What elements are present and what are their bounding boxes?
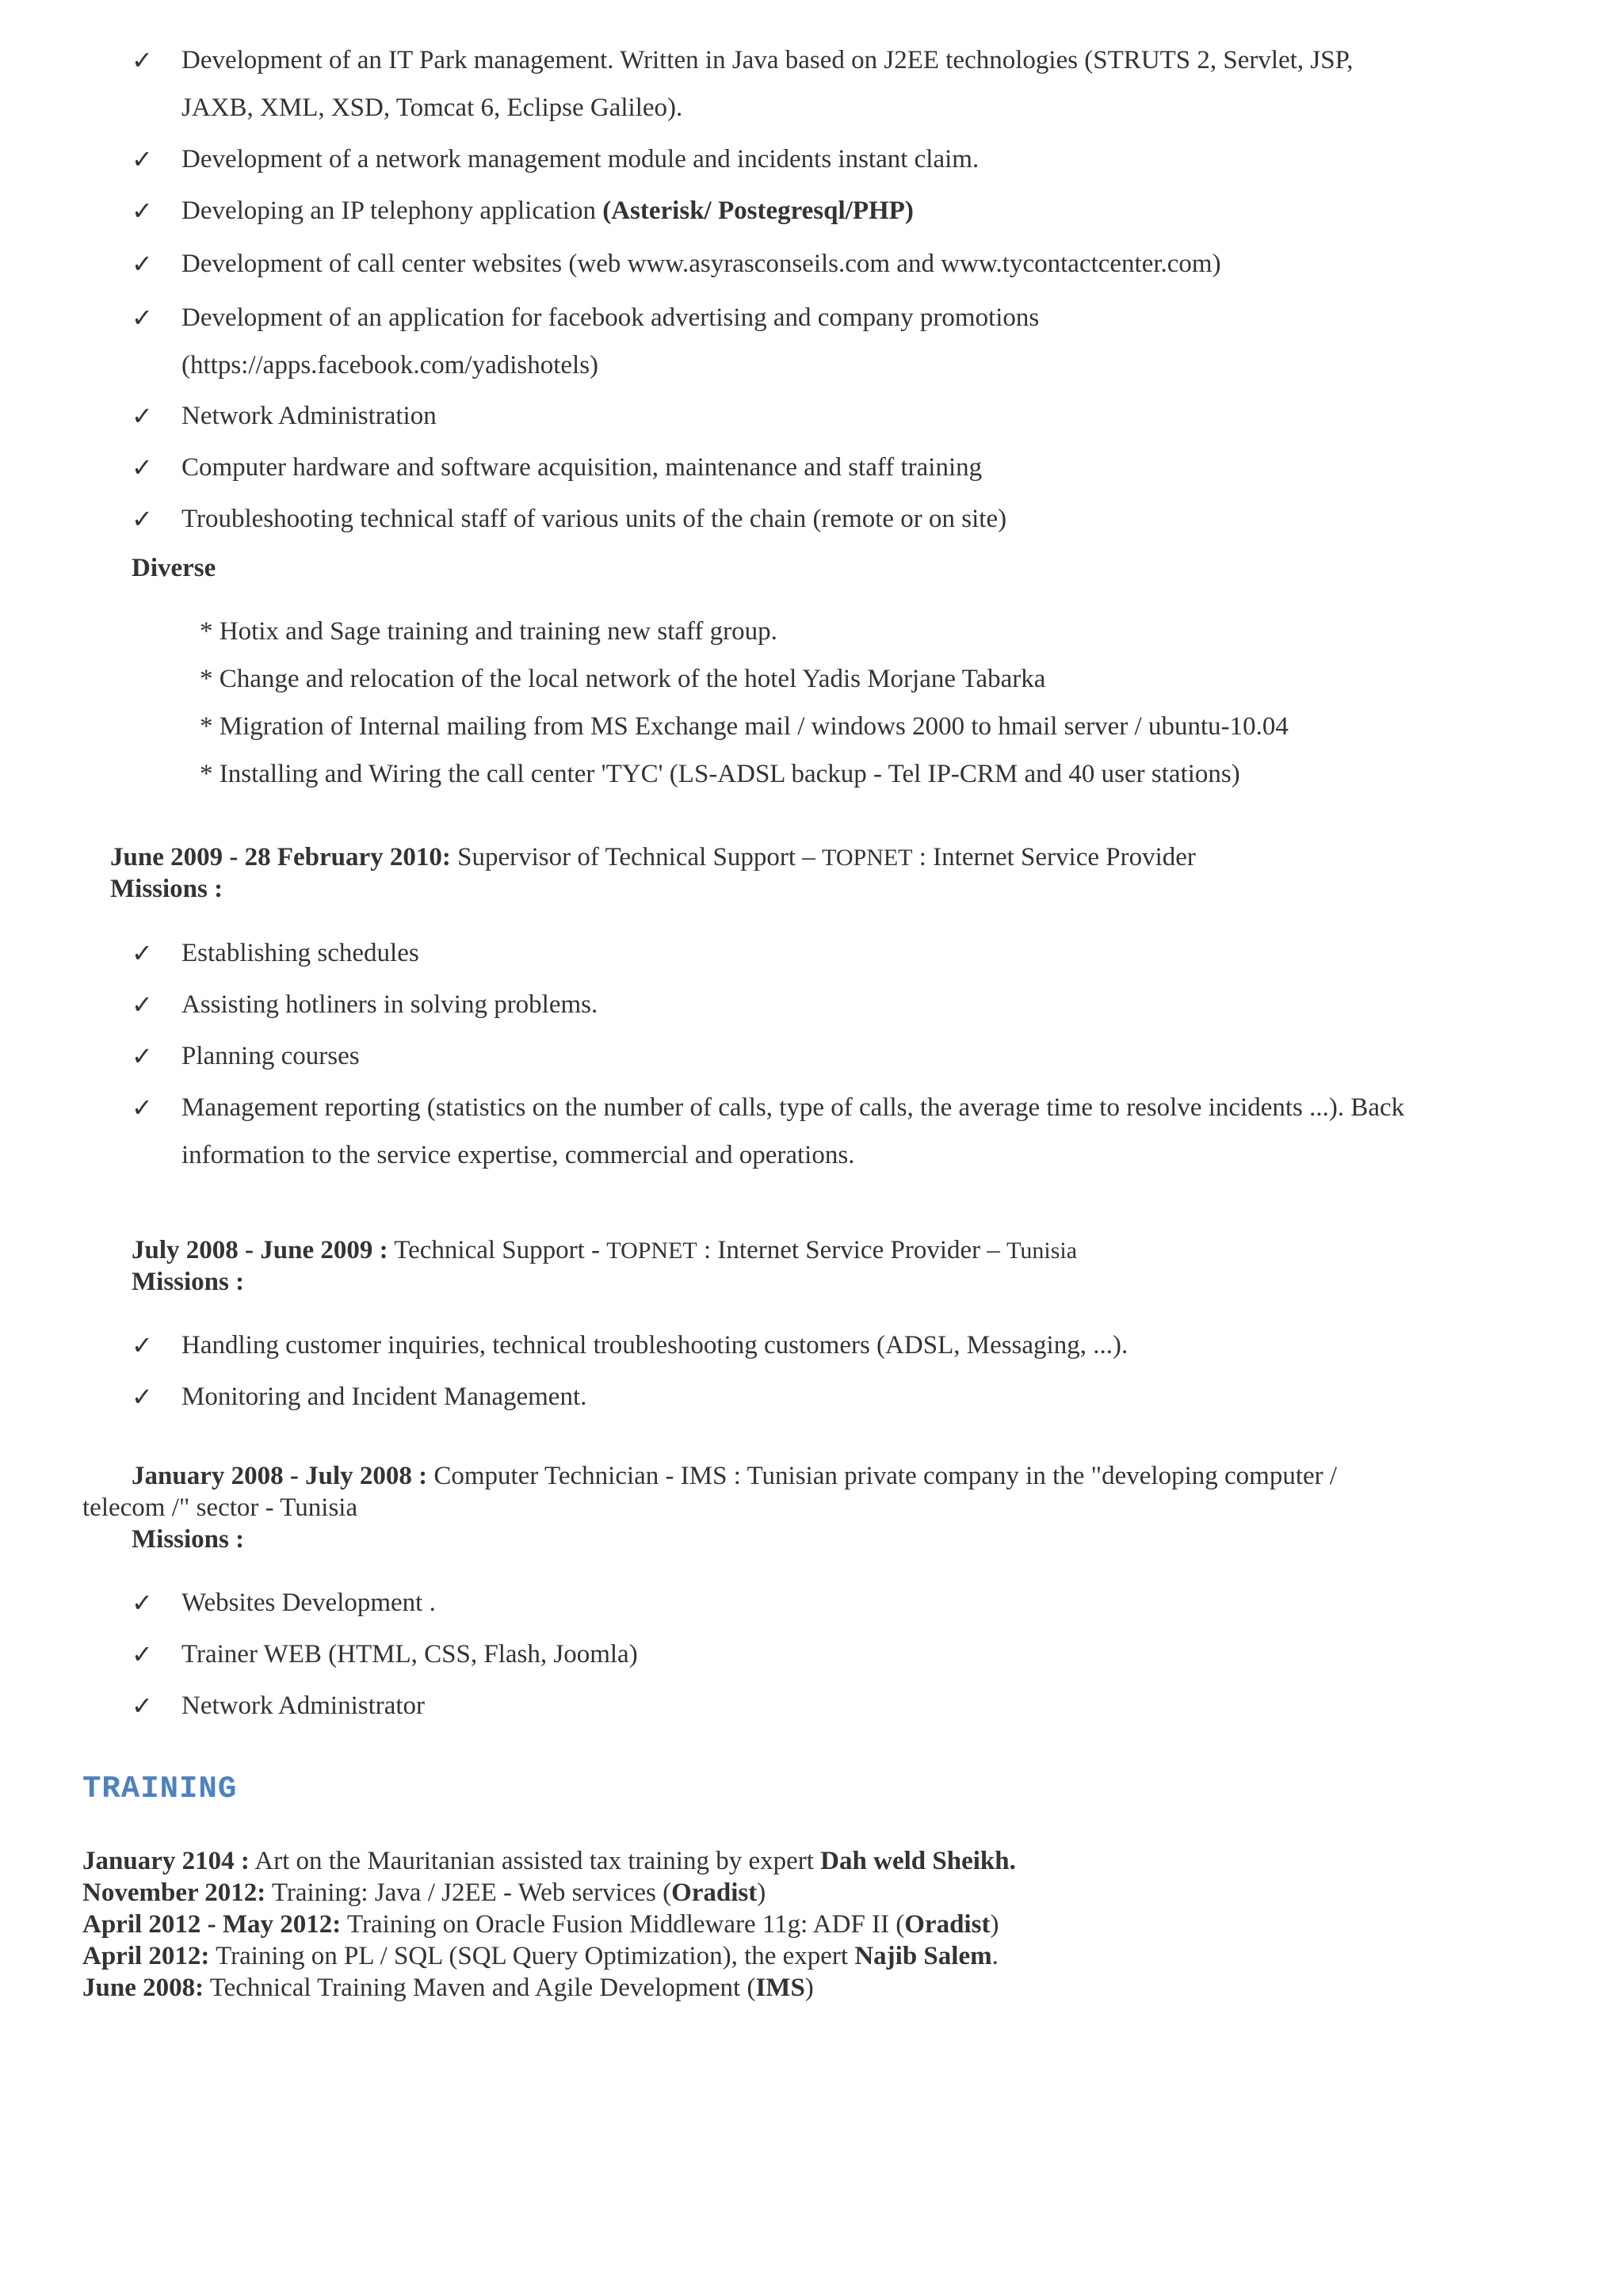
- training-entry: January 2104 : Art on the Mauritanian assisted tax training by expert Dah weld Sheikh.: [82, 1847, 1016, 1875]
- bullet-text: Development of a network management module and incidents instant claim.: [181, 145, 980, 174]
- missions-label: Missions :: [132, 1525, 245, 1554]
- training-heading: TRAINING: [82, 1772, 238, 1806]
- check-icon: ✓: [132, 1330, 153, 1360]
- bullet-text: information to the service expertise, commercial and operations.: [181, 1141, 855, 1169]
- check-icon: ✓: [132, 1093, 153, 1123]
- check-icon: ✓: [132, 1588, 153, 1618]
- bullet-text: Monitoring and Incident Management.: [181, 1383, 587, 1411]
- diverse-item: * Installing and Wiring the call center 'TYC' (LS-ADSL backup - Tel IP-CRM and 40 user stations): [200, 760, 1240, 788]
- bullet-text: Development of an IT Park management. Written in Java based on J2EE technologies (STRUTS 2, Servlet, JSP,: [181, 46, 1354, 74]
- training-entry: November 2012: Training: Java / J2EE - Web services (Oradist): [82, 1878, 766, 1907]
- job-header: January 2008 - July 2008 : Computer Technician - IMS : Tunisian private company in the "developing computer /: [132, 1462, 1338, 1490]
- bullet-text: Network Administration: [181, 402, 437, 430]
- check-icon: ✓: [132, 990, 153, 1020]
- bullet-text: Websites Development .: [181, 1589, 436, 1617]
- bullet-text: Management reporting (statistics on the number of calls, type of calls, the average time to resolve incidents ...). Back: [181, 1093, 1405, 1122]
- check-icon: ✓: [132, 196, 153, 226]
- check-icon: ✓: [132, 45, 153, 75]
- bullet-text: Computer hardware and software acquisition, maintenance and staff training: [181, 453, 983, 482]
- training-entry: April 2012: Training on PL / SQL (SQL Query Optimization), the expert Najib Salem.: [82, 1942, 999, 1970]
- diverse-heading: Diverse: [132, 554, 216, 582]
- job-header: June 2009 - 28 February 2010: Supervisor of Technical Support – TOPNET : Internet Service Provider: [110, 843, 1196, 871]
- diverse-item: * Hotix and Sage training and training new staff group.: [200, 617, 777, 646]
- check-icon: ✓: [132, 938, 153, 968]
- check-icon: ✓: [132, 144, 153, 174]
- check-icon: ✓: [132, 1691, 153, 1721]
- training-entry: June 2008: Technical Training Maven and Agile Development (IMS): [82, 1974, 814, 2002]
- check-icon: ✓: [132, 1639, 153, 1669]
- bullet-text: (https://apps.facebook.com/yadishotels): [181, 351, 599, 379]
- bullet-text: Development of call center websites (web www.asyrasconseils.com and www.tycontactcenter.com): [181, 250, 1221, 278]
- bullet-text: Trainer WEB (HTML, CSS, Flash, Joomla): [181, 1640, 638, 1669]
- bullet-text: Assisting hotliners in solving problems.: [181, 990, 598, 1019]
- training-entry: April 2012 - May 2012: Training on Oracle Fusion Middleware 11g: ADF II (Oradist): [82, 1910, 999, 1939]
- check-icon: ✓: [132, 1041, 153, 1071]
- bullet-text: JAXB, XML, XSD, Tomcat 6, Eclipse Galileo).: [181, 93, 683, 122]
- check-icon: ✓: [132, 504, 153, 534]
- bullet-text: Network Administrator: [181, 1691, 426, 1720]
- diverse-item: * Change and relocation of the local network of the hotel Yadis Morjane Tabarka: [200, 665, 1046, 693]
- check-icon: ✓: [132, 452, 153, 482]
- job-header: July 2008 - June 2009 : Technical Support - TOPNET : Internet Service Provider – Tunisia: [132, 1236, 1078, 1264]
- job-header-cont: telecom /" sector - Tunisia: [82, 1493, 358, 1522]
- check-icon: ✓: [132, 401, 153, 431]
- bullet-text: Establishing schedules: [181, 939, 419, 967]
- bullet-text: Troubleshooting technical staff of various units of the chain (remote or on site): [181, 505, 1007, 533]
- bullet-text: Planning courses: [181, 1042, 360, 1070]
- check-icon: ✓: [132, 1382, 153, 1412]
- bullet-text: Developing an IP telephony application (Asterisk/ Postegresql/PHP): [181, 196, 914, 225]
- bullet-text: Development of an application for facebook advertising and company promotions: [181, 303, 1040, 332]
- check-icon: ✓: [132, 249, 153, 279]
- missions-label: Missions :: [110, 875, 223, 903]
- missions-label: Missions :: [132, 1268, 245, 1296]
- bullet-text: Handling customer inquiries, technical troubleshooting customers (ADSL, Messaging, ...).: [181, 1331, 1128, 1360]
- check-icon: ✓: [132, 303, 153, 333]
- diverse-item: * Migration of Internal mailing from MS Exchange mail / windows 2000 to hmail server / ubuntu-10.04: [200, 712, 1289, 741]
